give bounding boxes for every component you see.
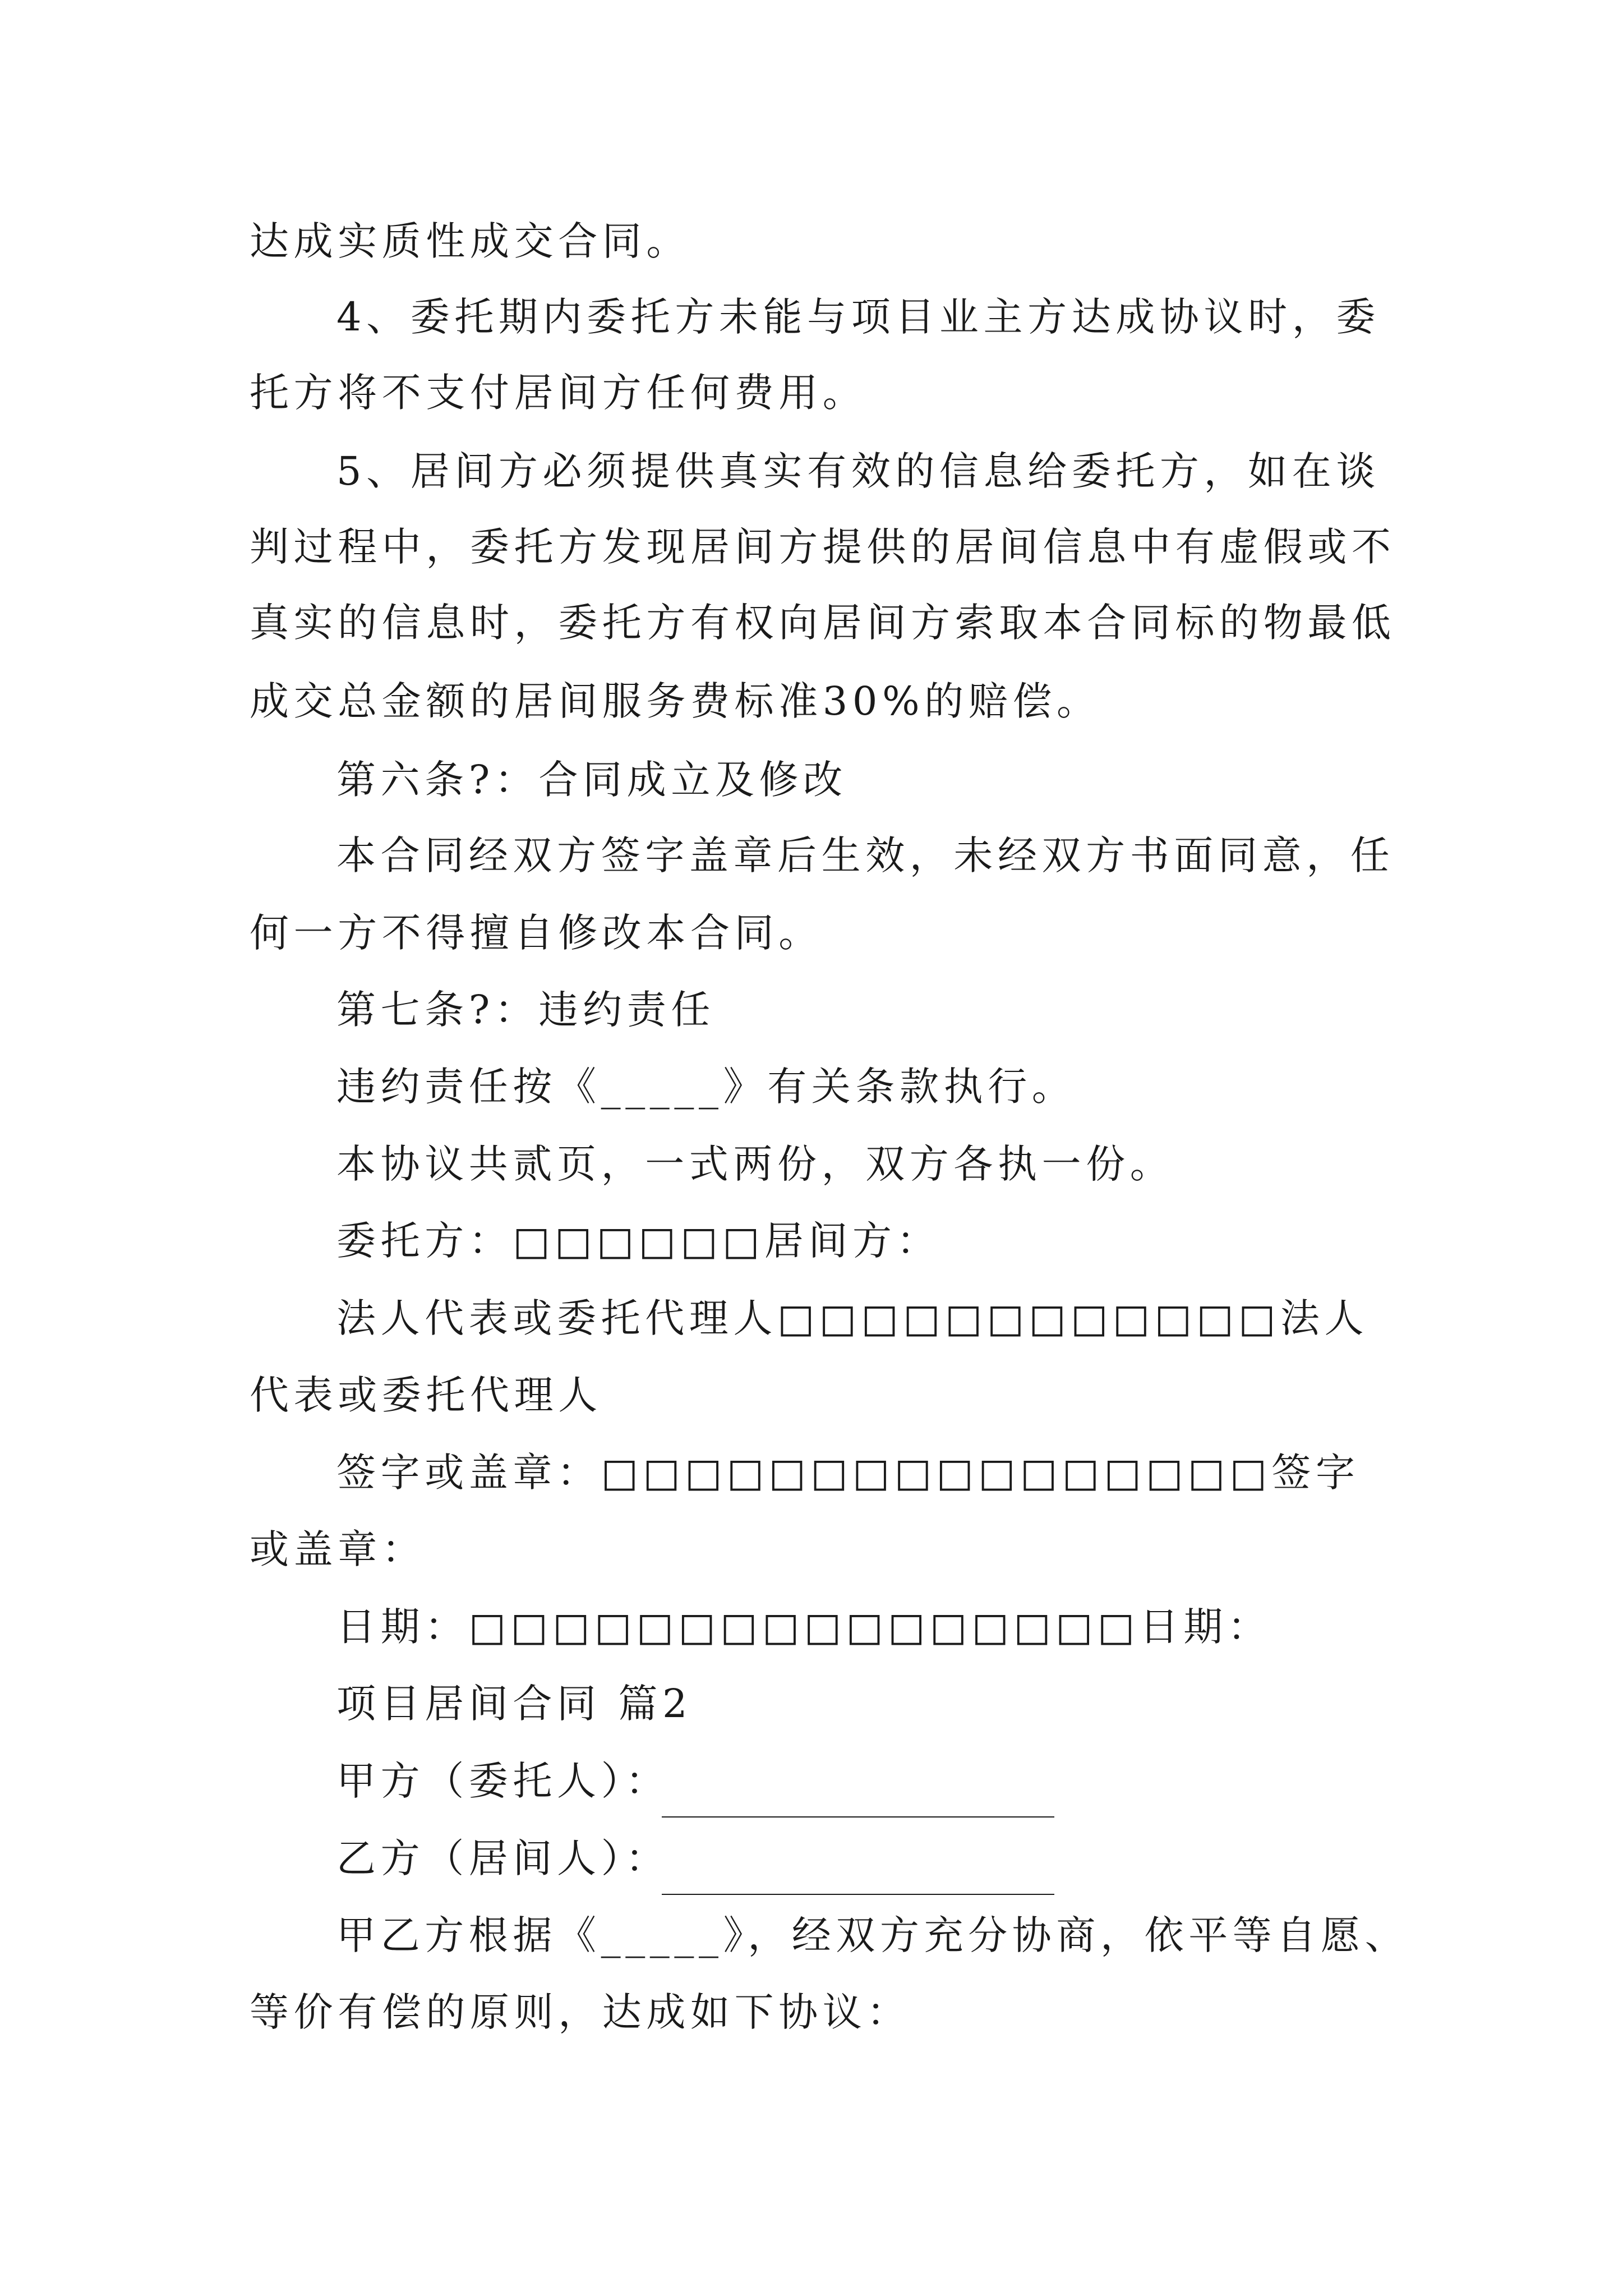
text-line-12: 违约责任按《_____》有关条款执行。 (336, 1064, 1076, 1110)
text-line-9: 本合同经双方签字盖章后生效，未经双方书面同意，任 (336, 832, 1395, 878)
text-line-10: 何一方不得擅自修改本合同。 (250, 910, 823, 956)
text-line-24: 等价有偿的原则，达成如下协议： (250, 1989, 911, 2035)
section-heading-article-7: 第七条?：违约责任 (336, 987, 715, 1033)
contract-title-part-2: 项目居间合同 篇2 (336, 1681, 693, 1727)
party-b-label: 乙方（居间人）： (336, 1835, 670, 1881)
signature-seal-line-cont: 或盖章： (250, 1526, 426, 1572)
text-line-2: 4、委托期内委托方未能与项目业主方达成协议时，委 (336, 294, 1380, 340)
signature-parties-line: 委托方：□□□□□□居间方： (336, 1218, 941, 1264)
text-line-1: 达成实质性成交合同。 (250, 218, 690, 264)
date-line: 日期：□□□□□□□□□□□□□□□□日期： (336, 1604, 1272, 1650)
text-line-6: 真实的信息时，委托方有权向居间方索取本合同标的物最低 (250, 600, 1396, 646)
signature-seal-line: 签字或盖章：□□□□□□□□□□□□□□□□签字 (336, 1450, 1360, 1496)
text-line-13: 本协议共贰页，一式两份，双方各执一份。 (336, 1141, 1174, 1187)
text-line-5: 判过程中，委托方发现居间方提供的居间信息中有虚假或不 (250, 524, 1396, 570)
party-a-line (336, 1745, 670, 1818)
text-line-23: 甲乙方根据《_____》，经双方充分协商，依平等自愿、 (336, 1912, 1409, 1958)
text-line-7: 成交总金额的居间服务费标准30%的赔偿。 (250, 678, 1101, 724)
party-b-line (336, 1822, 670, 1895)
party-a-blank (662, 1745, 1054, 1818)
text-line-4: 5、居间方必须提供真实有效的信息给委托方，如在谈 (336, 448, 1380, 494)
party-a-label: 甲方（委托人）： (336, 1758, 670, 1804)
legal-representative-line-cont: 代表或委托代理人 (250, 1372, 602, 1418)
text-line-3: 托方将不支付居间方任何费用。 (250, 370, 867, 416)
legal-representative-line: 法人代表或委托代理人□□□□□□□□□□□□法人 (336, 1295, 1369, 1341)
party-b-blank (662, 1822, 1054, 1895)
section-heading-article-6: 第六条?：合同成立及修改 (336, 757, 847, 803)
